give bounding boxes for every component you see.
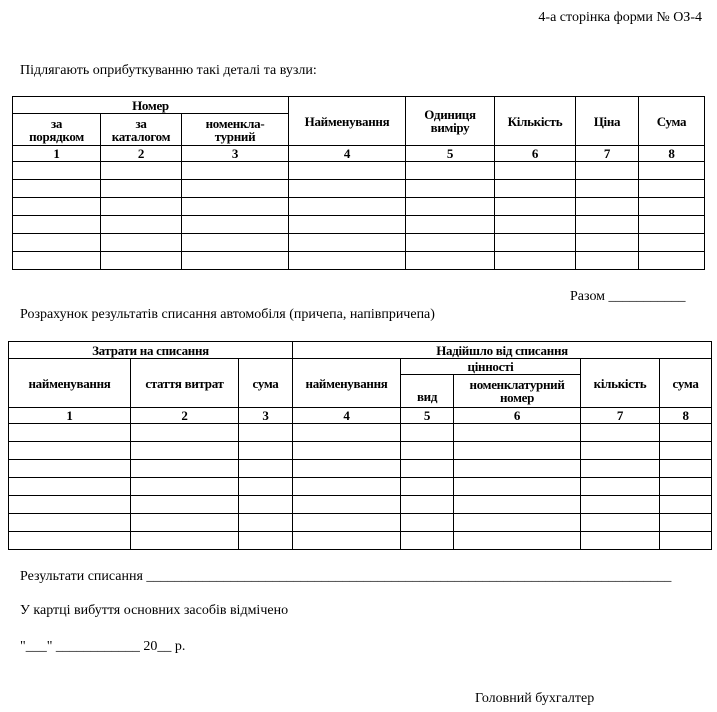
table-cell[interactable] [13,198,101,216]
table-cell[interactable] [131,532,239,550]
header-catalog: за каталогом [101,114,182,146]
table-cell[interactable] [239,514,293,532]
table-cell[interactable] [13,162,101,180]
table-row [9,478,712,496]
header-nomenclature: номенкла-турний [182,114,289,146]
table-cell[interactable] [660,424,712,442]
table-cell[interactable] [454,496,581,514]
table-cell[interactable] [101,162,182,180]
table-cell[interactable] [289,180,406,198]
column-number: 4 [293,408,401,424]
table-row [13,216,705,234]
table-cell[interactable] [581,496,660,514]
table-cell[interactable] [454,478,581,496]
table-cell[interactable] [576,162,639,180]
table-row [13,162,705,180]
table-cell[interactable] [293,478,401,496]
table-cell[interactable] [581,442,660,460]
table-cell[interactable] [9,496,131,514]
page-label: 4-а сторінка форми № ОЗ-4 [538,10,702,25]
table-cell[interactable] [9,424,131,442]
table-cell[interactable] [239,496,293,514]
table-cell[interactable] [401,442,454,460]
table-cell[interactable] [9,532,131,550]
table-cell[interactable] [239,442,293,460]
table-cell[interactable] [406,180,495,198]
table-cell[interactable] [495,198,576,216]
table-cell[interactable] [576,252,639,270]
table-cell[interactable] [660,442,712,460]
table-cell[interactable] [131,442,239,460]
table-cell[interactable] [576,180,639,198]
table-cell[interactable] [495,234,576,252]
table-cell[interactable] [660,514,712,532]
table-cell[interactable] [239,460,293,478]
table-cell[interactable] [581,460,660,478]
header-price: Ціна [576,97,639,146]
table-cell[interactable] [101,234,182,252]
table-cell[interactable] [289,216,406,234]
column-number: 7 [581,408,660,424]
parts-table [12,96,705,270]
column-number: 7 [576,146,639,162]
table-cell[interactable] [581,532,660,550]
table-cell[interactable] [13,180,101,198]
table-cell[interactable] [289,234,406,252]
table-row [9,496,712,514]
header-quantity: Кількість [495,97,576,146]
header-sum: Сума [639,97,705,146]
table-cell[interactable] [293,442,401,460]
table-cell[interactable] [239,478,293,496]
header-number: Номер [13,97,289,114]
table-row [9,514,712,532]
table-cell[interactable] [576,198,639,216]
table-cell[interactable] [131,424,239,442]
header-received: Надійшло від списання [293,342,712,359]
table-cell[interactable] [101,180,182,198]
table-cell[interactable] [639,234,705,252]
table-cell[interactable] [289,252,406,270]
table-cell[interactable] [660,460,712,478]
date-line: "___" ____________ 20__ р. [20,639,186,654]
table-cell[interactable] [293,460,401,478]
table-cell[interactable] [182,198,289,216]
column-number: 8 [639,146,705,162]
table-cell[interactable] [101,252,182,270]
table-cell[interactable] [293,496,401,514]
table-cell[interactable] [131,478,239,496]
table-cell[interactable] [289,198,406,216]
table-cell[interactable] [581,424,660,442]
table-cell[interactable] [9,460,131,478]
table-cell[interactable] [131,460,239,478]
table-cell[interactable] [406,252,495,270]
table-cell[interactable] [581,478,660,496]
table-cell[interactable] [406,198,495,216]
table-cell[interactable] [454,532,581,550]
column-number: 1 [13,146,101,162]
table-cell[interactable] [639,216,705,234]
column-number: 6 [495,146,576,162]
table-cell[interactable] [182,216,289,234]
table-cell[interactable] [639,180,705,198]
table-cell[interactable] [9,442,131,460]
table-cell[interactable] [660,496,712,514]
table-cell[interactable] [239,532,293,550]
header-costs: Затрати на списання [9,342,293,359]
table-cell[interactable] [406,234,495,252]
header-received-qty: кількість [581,359,660,408]
column-number: 2 [131,408,239,424]
table-cell[interactable] [495,216,576,234]
table-row [13,198,705,216]
header-values-nomenclature: номенклатурний номер [454,375,581,408]
column-number: 1 [9,408,131,424]
column-number: 5 [406,146,495,162]
table-cell[interactable] [13,216,101,234]
table-cell[interactable] [401,424,454,442]
header-cost-sum: сума [239,359,293,408]
column-number: 3 [239,408,293,424]
table-cell[interactable] [495,252,576,270]
header-cost-item: стаття витрат [131,359,239,408]
table-cell[interactable] [182,180,289,198]
column-number: 8 [660,408,712,424]
table-cell[interactable] [9,514,131,532]
table-cell[interactable] [495,162,576,180]
table-cell[interactable] [495,180,576,198]
header-name: Найменування [289,97,406,146]
header-received-name: найменування [293,359,401,408]
table-cell[interactable] [401,514,454,532]
section2-title: Розрахунок результатів списання автомобіля (причепа, напівпричепа) [20,307,435,322]
card-note: У картці вибуття основних засобів відмічено [20,603,289,618]
table-row [9,442,712,460]
column-number: 4 [289,146,406,162]
table-row [9,532,712,550]
table-cell[interactable] [9,478,131,496]
table-row [13,252,705,270]
table-cell[interactable] [182,162,289,180]
table-row [13,234,705,252]
table-cell[interactable] [454,514,581,532]
table-cell[interactable] [639,252,705,270]
header-values-kind: вид [401,375,454,408]
table-cell[interactable] [576,234,639,252]
table-cell[interactable] [581,514,660,532]
signature-label: Головний бухгалтер [475,691,595,706]
table-row [9,424,712,442]
table-row [13,180,705,198]
writeoff-table [8,341,712,550]
table-cell[interactable] [639,162,705,180]
table-cell[interactable] [289,162,406,180]
results-line: Результати списання ___________________________________________________________________________ [20,569,672,584]
table-cell[interactable] [639,198,705,216]
table-cell[interactable] [293,514,401,532]
table-cell[interactable] [406,216,495,234]
table-cell[interactable] [660,532,712,550]
table-cell[interactable] [131,514,239,532]
table-cell[interactable] [182,234,289,252]
table-cell[interactable] [401,532,454,550]
table-cell[interactable] [401,478,454,496]
table-cell[interactable] [131,496,239,514]
table-cell[interactable] [293,424,401,442]
column-number: 5 [401,408,454,424]
header-ordinal: за порядком [13,114,101,146]
table-cell[interactable] [293,532,401,550]
header-cost-name: найменування [9,359,131,408]
table-cell[interactable] [182,252,289,270]
column-number: 6 [454,408,581,424]
table-cell[interactable] [101,216,182,234]
table-cell[interactable] [401,460,454,478]
table-cell[interactable] [454,424,581,442]
column-number: 2 [101,146,182,162]
total-label: Разом ___________ [570,289,686,304]
section1-title: Підлягають оприбуткуванню такі деталі та вузли: [20,63,317,78]
table-cell[interactable] [660,478,712,496]
table-cell[interactable] [239,424,293,442]
table-cell[interactable] [401,496,454,514]
table-cell[interactable] [13,252,101,270]
header-unit: Одиниця виміру [406,97,495,146]
table-cell[interactable] [406,162,495,180]
table-cell[interactable] [101,198,182,216]
table-cell[interactable] [454,442,581,460]
header-received-sum: сума [660,359,712,408]
table-cell[interactable] [576,216,639,234]
table-cell[interactable] [13,234,101,252]
header-values: цінності [401,359,581,375]
column-number: 3 [182,146,289,162]
table-row [9,460,712,478]
table-cell[interactable] [454,460,581,478]
